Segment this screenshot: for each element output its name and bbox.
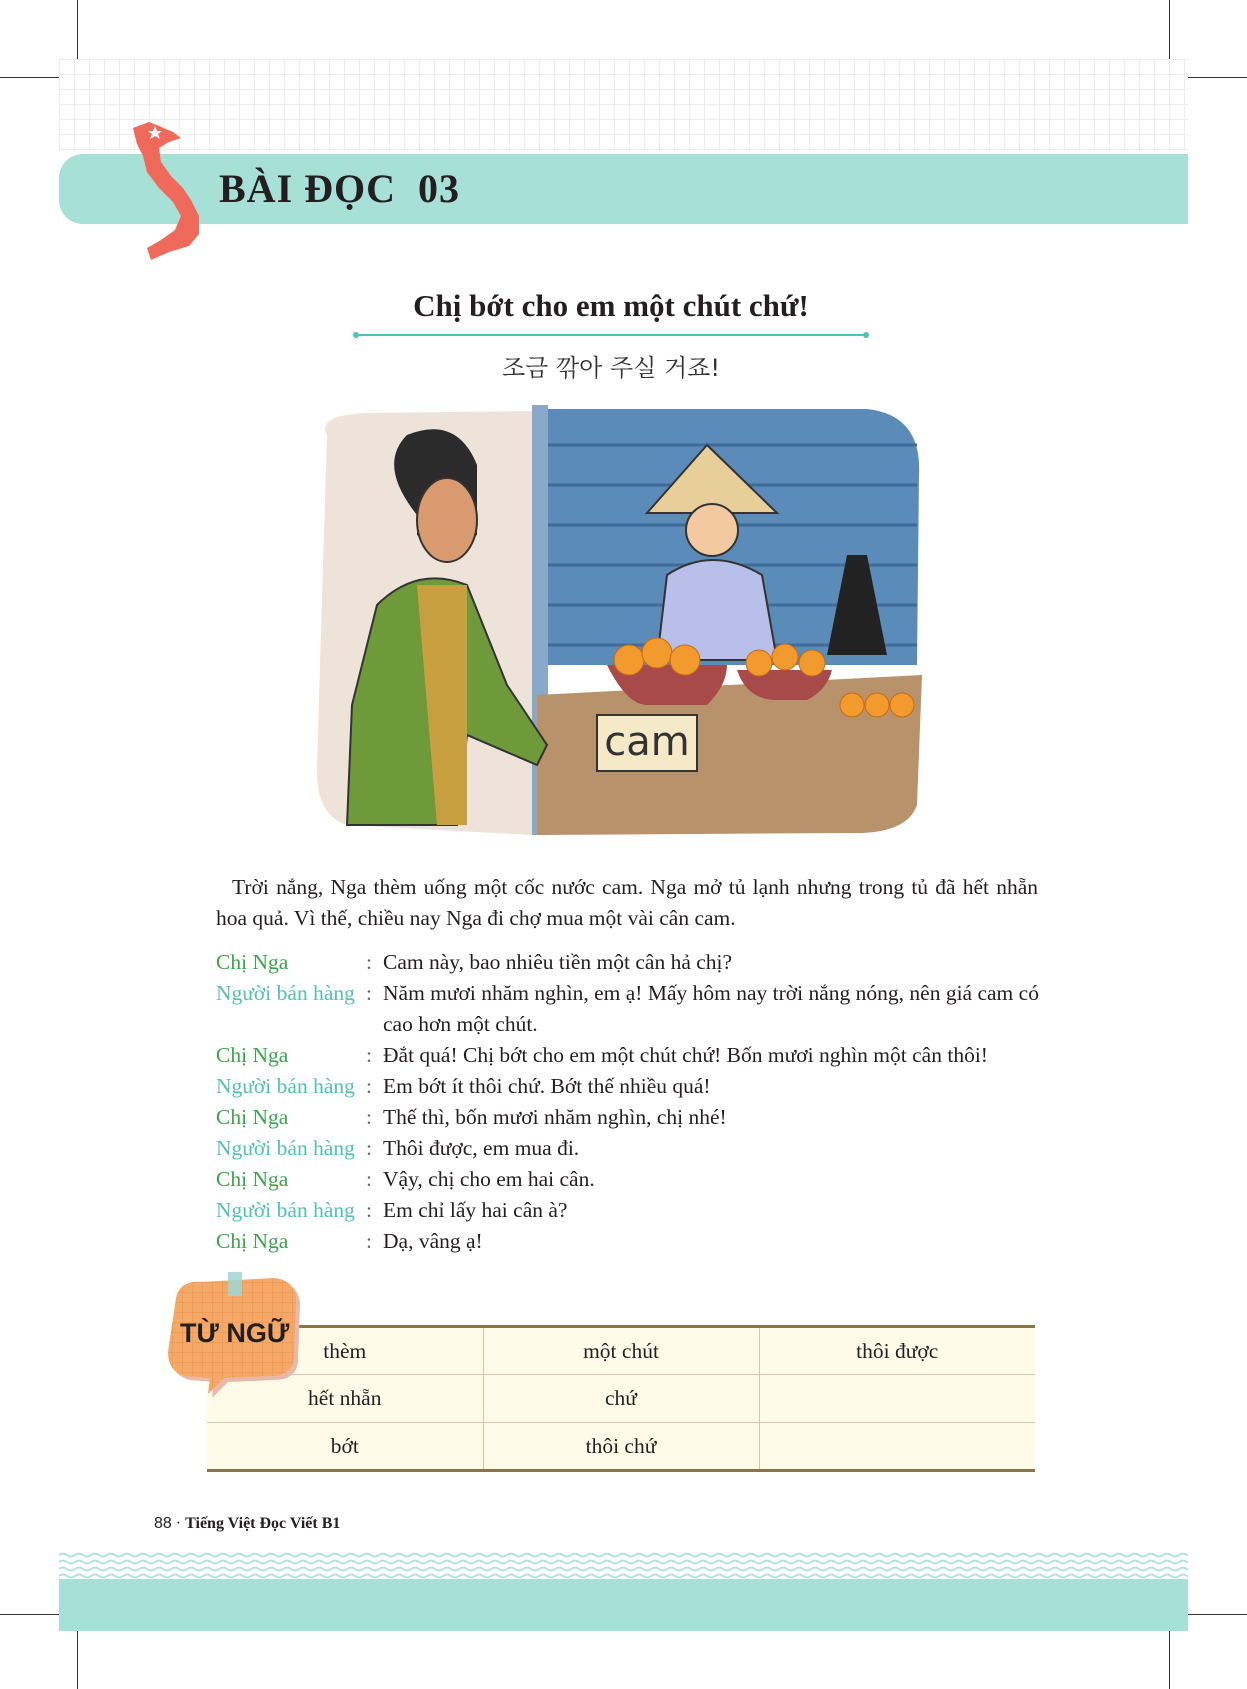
speaker: Người bán hàng xyxy=(216,1136,355,1160)
line-text: Đắt quá! Chị bớt cho em một chút chứ! Bốn mươi nghìn một cân thôi! xyxy=(383,1043,988,1067)
dialogue-line xyxy=(216,1226,1046,1257)
page-footer xyxy=(154,1515,340,1533)
crop-mark xyxy=(0,77,59,78)
dialogue-line xyxy=(216,1195,1046,1226)
footer-separator: · xyxy=(171,1515,186,1532)
crop-mark xyxy=(1188,77,1247,78)
dialogue-line xyxy=(216,1071,1046,1102)
table-row xyxy=(207,1327,1035,1375)
speaker: Người bán hàng xyxy=(216,981,355,1005)
lesson-title: BÀI ĐỌC 03 xyxy=(219,166,461,211)
vocab-cell: một chút xyxy=(483,1327,759,1375)
speaker: Chị Nga xyxy=(216,1105,289,1129)
speaker: Người bán hàng xyxy=(216,1198,355,1222)
book-title: Tiếng Việt Đọc Viết B1 xyxy=(185,1515,341,1532)
title-divider xyxy=(356,334,866,336)
cam-sign: cam xyxy=(604,719,690,765)
colon: : xyxy=(366,1229,372,1253)
table-row xyxy=(207,1375,1035,1423)
colon: : xyxy=(366,1074,372,1098)
vocab-cell: bớt xyxy=(207,1423,483,1471)
wave-decoration xyxy=(59,1549,1188,1581)
vocab-cell: thôi chứ xyxy=(483,1423,759,1471)
dialogue-line xyxy=(216,1102,1046,1133)
vocab-cell: hết nhẵn xyxy=(207,1375,483,1423)
line-text: Em bớt ít thôi chứ. Bớt thế nhiều quá! xyxy=(383,1074,711,1098)
footer-band xyxy=(59,1579,1188,1631)
dialogue-line xyxy=(216,1133,1046,1164)
vocab-label: TỪ NGỮ xyxy=(180,1318,290,1348)
line-text: Em chỉ lấy hai cân à? xyxy=(383,1198,568,1222)
dialogue-line xyxy=(216,1164,1046,1195)
crop-mark xyxy=(77,0,78,59)
crop-mark xyxy=(1188,1614,1247,1615)
speaker: Chị Nga xyxy=(216,1043,289,1067)
colon: : xyxy=(366,1105,372,1129)
page-number: 88 xyxy=(154,1515,172,1532)
line-text: Cam này, bao nhiêu tiền một cân hả chị? xyxy=(383,950,733,974)
vocab-cell: thôi được xyxy=(759,1327,1035,1375)
line-text: Thế thì, bốn mươi nhăm nghìn, chị nhé! xyxy=(383,1105,727,1129)
crop-mark xyxy=(1169,1631,1170,1689)
vocab-cell xyxy=(759,1423,1035,1471)
line-text: Vậy, chị cho em hai cân. xyxy=(383,1167,595,1191)
grid-background xyxy=(59,59,1188,151)
crop-mark xyxy=(1169,0,1170,59)
vocab-cell: chứ xyxy=(483,1375,759,1423)
korean-title: 조금 깎아 주실 거죠! xyxy=(502,354,720,382)
intro-paragraph: Trời nắng, Nga thèm uống một cốc nước cam. Nga mở tủ lạnh nhưng trong tủ đã hết nhẵn hoa quả. Vì thế, chiều nay Nga đi chợ mua một vài cân cam. xyxy=(216,875,1038,930)
line-text: Dạ, vâng ạ! xyxy=(383,1229,483,1253)
colon: : xyxy=(366,1167,372,1191)
dialogue xyxy=(216,947,1046,1257)
colon: : xyxy=(366,1136,372,1160)
vocab-table xyxy=(207,1325,1035,1472)
speaker: Chị Nga xyxy=(216,1167,289,1191)
table-row xyxy=(207,1423,1035,1471)
dialogue-line xyxy=(216,947,1046,978)
speaker: Chị Nga xyxy=(216,950,289,974)
reading-title: Chị bớt cho em một chút chứ! xyxy=(413,288,809,323)
crop-mark xyxy=(77,1631,78,1689)
dialogue-line xyxy=(216,978,1046,1040)
line-text: Thôi được, em mua đi. xyxy=(383,1136,580,1160)
dialogue-line xyxy=(216,1040,1046,1071)
vietnam-map-icon xyxy=(129,118,207,266)
vocab-cell xyxy=(759,1375,1035,1423)
line-text: Năm mươi nhăm nghìn, em ạ! Mấy hôm nay trời nắng nóng, nên giá cam có cao hơn một chút. xyxy=(383,981,1039,1036)
speaker: Chị Nga xyxy=(216,1229,289,1253)
vocab-sticker xyxy=(162,1272,302,1392)
market-illustration xyxy=(307,405,927,841)
crop-mark xyxy=(0,1614,59,1615)
colon: : xyxy=(366,981,372,1005)
colon: : xyxy=(366,1043,372,1067)
speaker: Người bán hàng xyxy=(216,1074,355,1098)
colon: : xyxy=(366,950,372,974)
colon: : xyxy=(366,1198,372,1222)
vocab-cell: thèm xyxy=(207,1327,483,1375)
